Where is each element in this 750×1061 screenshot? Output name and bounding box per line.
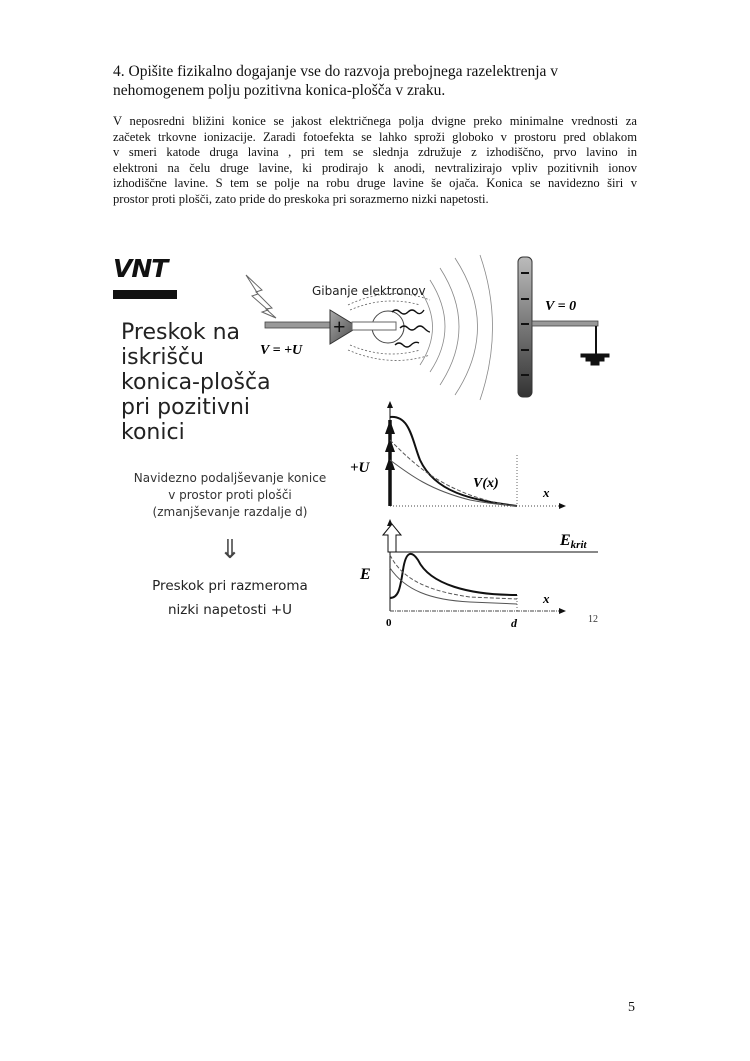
e-critical-label: Ekrit: [560, 532, 587, 551]
potential-graph: [350, 402, 565, 506]
v-x-label: x: [543, 485, 550, 500]
e-curve-final: [390, 554, 517, 598]
note-line: (zmanjševanje razdalje d): [152, 505, 308, 519]
paragraph-line: elektroni na čelu druge lavine, ki prodirajo k anodi, nevtralizirajo vpliv pozitivnih ionov: [113, 160, 637, 175]
result-line: Preskok pri razmeroma: [152, 578, 308, 594]
ground-rod: [532, 321, 598, 326]
paragraph-line: V neposredni bližini konice se jakost električnega polja dvigne preko minimalne vrednosti za: [113, 114, 637, 128]
tip-potential-label: V = +U: [260, 343, 303, 358]
e-x-label: x: [543, 591, 550, 606]
v-axis-label: +U: [350, 460, 370, 476]
paragraph-line: v smeri katode druga lavina , pri tem se slednja združuje z izhodiščno, prvo lavino in: [113, 145, 637, 160]
paragraph-line: začetek trkovne ionizacije. Zaradi fotoefekta se lahko sproži globoko v prostoru pred oblakom: [113, 129, 637, 144]
heading-line: 4. Opišite fizikalno dogajanje vse do razvoja prebojnega razelektrenja v: [113, 63, 559, 80]
slide-title-line: konici: [121, 420, 185, 445]
plate-potential-label: V = 0: [545, 299, 577, 314]
plus-sign: +: [333, 314, 346, 339]
slide-title-line: pri pozitivni: [121, 395, 251, 420]
e-axis-label: E: [360, 566, 371, 583]
distance-label: d: [511, 616, 517, 630]
field-increase-arrow: [383, 524, 401, 552]
heading-line: nehomogenem polju pozitivna konica-plošča v zraku.: [113, 82, 446, 99]
slide-title-line: konica-plošča: [121, 370, 271, 395]
result-line: nizki napetosti +U: [167, 602, 293, 618]
field-graph: [359, 520, 598, 630]
slide-title-line: iskrišču: [121, 345, 204, 370]
page-number: 5: [628, 1000, 635, 1015]
implies-arrow: ⇓: [219, 535, 241, 565]
v-curve-final: [390, 417, 517, 506]
e-curve-mid: [390, 555, 517, 599]
tip-rod: [265, 322, 331, 328]
electron-motion-label: Gibanje elektronov: [312, 284, 426, 298]
slide-number: 12: [588, 614, 598, 625]
note-line: v prostor proti plošči: [168, 488, 292, 502]
note-line: Navidezno podaljševanje konice: [133, 471, 327, 485]
ground-icon: [581, 326, 609, 365]
vnt-logo: VNT: [113, 254, 168, 283]
paragraph-line: prostor proti plošči, zato pride do preskoka pri sorazmerno nizki napetosti.: [113, 191, 489, 206]
paragraph-line: izhodiščne lavine. S tem se polje na robu druge lavine še ojača. Konica se navidezno širi v: [113, 176, 637, 191]
equipotential-arcs: [420, 255, 493, 400]
slide-title-line: Preskok na: [121, 320, 241, 345]
v-curve-label: V(x): [473, 476, 499, 491]
lightning-icon: [246, 275, 276, 318]
origin-label: 0: [386, 617, 392, 629]
